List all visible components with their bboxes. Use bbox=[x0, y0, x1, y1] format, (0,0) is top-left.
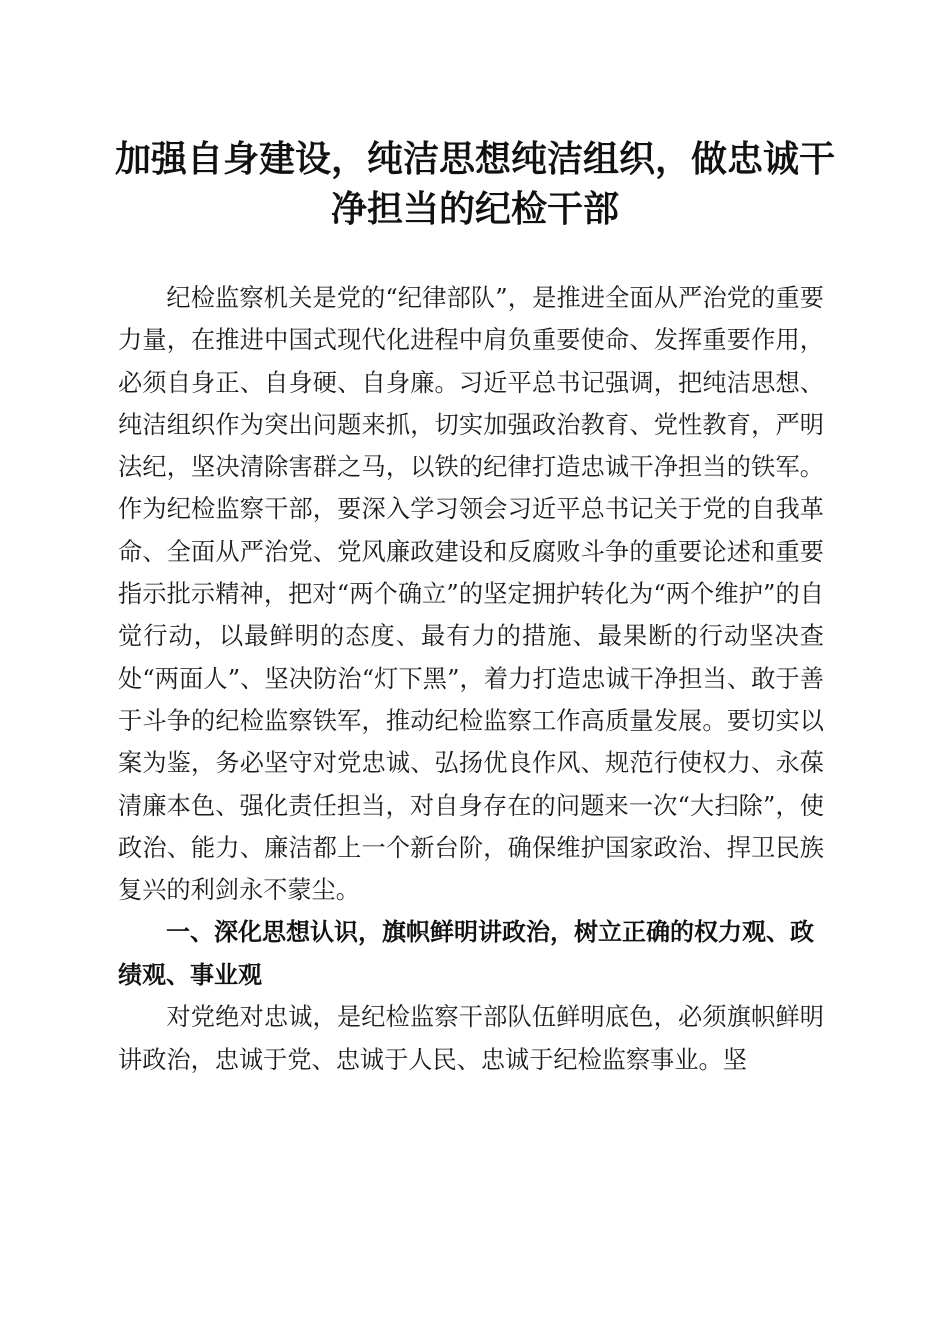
document-body bbox=[118, 277, 824, 1081]
section-1-heading: 一、深化思想认识，旗帜鲜明讲政治，树立正确的权力观、政绩观、事业观 bbox=[118, 918, 814, 989]
intro-paragraph: 纪检监察机关是党的“纪律部队”，是推进全面从严治党的重要力量，在推进中国式现代化进程中肩负重要使命、发挥重要作用，必须自身正、自身硬、自身廉。习近平总书记强调，把纯洁思想、纯洁组织作为突出问题来抓，切实加强政治教育、党性教育，严明法纪，坚决清除害群之马，以铁的纪律打造忠诚干净担当的铁军。作为纪检监察干部，要深入学习领会习近平总书记关于党的自我革命、全面从严治党、党风廉政建设和反腐败斗争的重要论述和重要指示批示精神，把对“两个确立”的坚定拥护转化为“两个维护”的自觉行动，以最鲜明的态度、最有力的措施、最果断的行动坚决查处“两面人”、坚决防治“灯下黑”，着力打造忠诚干净担当、敢于善于斗争的纪检监察铁军，推动纪检监察工作高质量发展。要切实以案为鉴，务必坚守对党忠诚、弘扬优良作风、规范行使权力、永葆清廉本色、强化责任担当，对自身存在的问题来一次“大扫除”，使政治、能力、廉洁都上一个新台阶，确保维护国家政治、捍卫民族复兴的利剑永不蒙尘。 bbox=[118, 284, 824, 905]
document-title: 加强自身建设，纯洁思想纯洁组织，做忠诚干净担当的纪检干部 bbox=[114, 138, 835, 230]
section-1-paragraph: 对党绝对忠诚，是纪检监察干部队伍鲜明底色，必须旗帜鲜明讲政治，忠诚于党、忠诚于人民、忠诚于纪检监察事业。坚 bbox=[118, 1003, 824, 1074]
